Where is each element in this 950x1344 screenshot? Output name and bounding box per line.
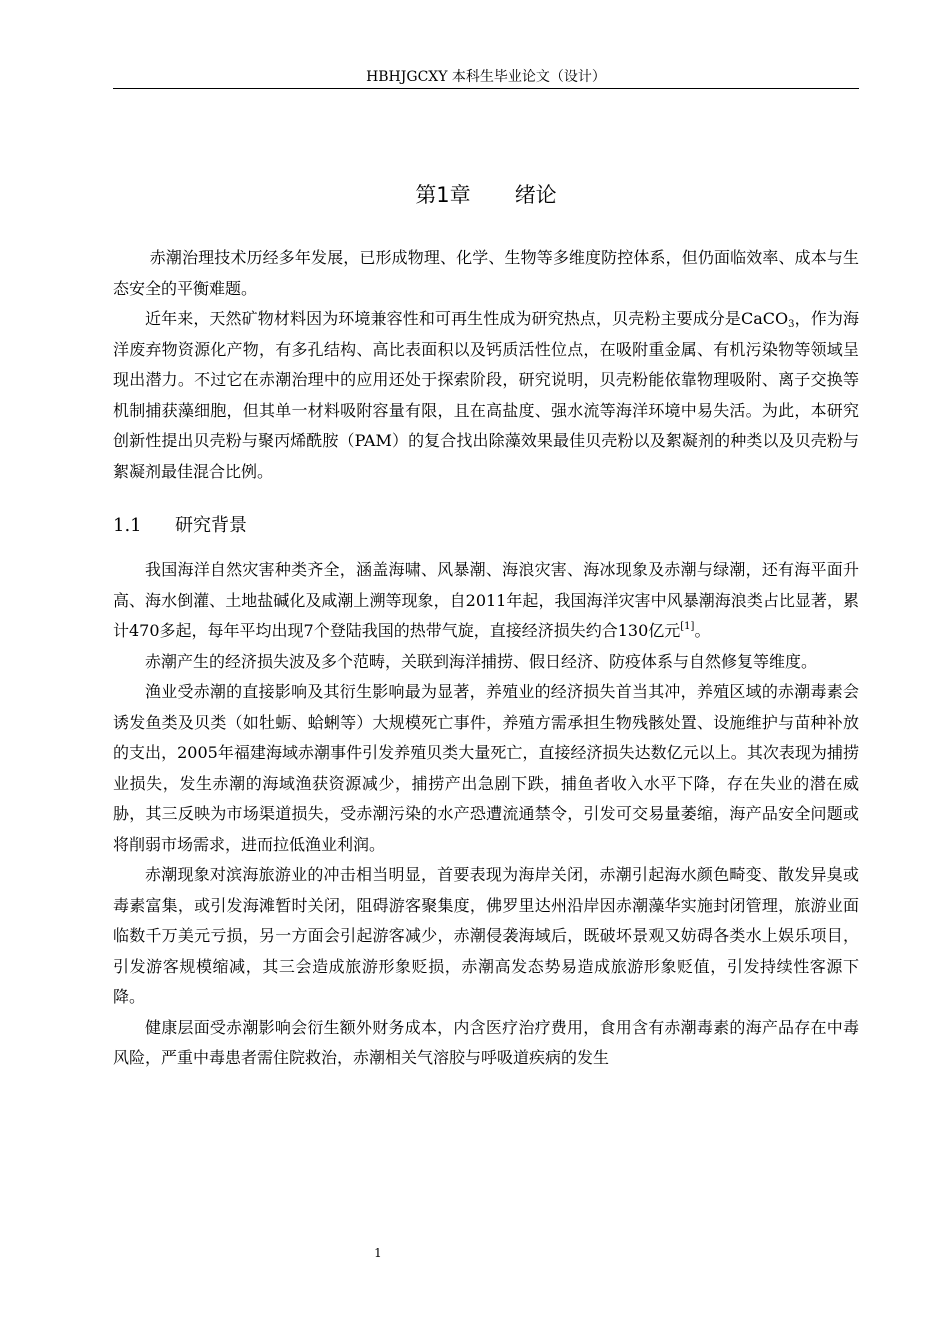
intro-paragraph-2-text-b: ，作为海洋废弃物资源化产物，有多孔结构、高比表面积以及钙质活性位点，在吸附重金属、有机污染物等领域呈现出潜力。不过它在赤潮治理中的应用还处于探索阶段，研究说明，贝壳粉能依靠物理吸附、离子交换等机制捕获藻细胞，但其单一材料吸附容量有限，且在高盐度、强水流等海洋环境中易失活。为此，本研究创新性提出贝壳粉与聚丙烯酰胺（PAM）的复合找出除藻效果最佳贝壳粉以及絮凝剂的种类以及贝壳粉与絮凝剂最佳混合比例。 xyxy=(113,309,859,481)
citation-ref-1: [1] xyxy=(680,621,695,632)
chapter-heading xyxy=(113,180,859,210)
body-text xyxy=(113,243,859,1074)
section-number: 1.1 xyxy=(113,515,142,536)
chapter-number: 第1章 xyxy=(415,183,471,207)
intro-paragraph-2 xyxy=(113,304,859,487)
background-paragraph-5: 健康层面受赤潮影响会衍生额外财务成本，内含医疗治疗费用，食用含有赤潮毒素的海产品存在中毒风险，严重中毒患者需住院救治，赤潮相关气溶胶与呼吸道疾病的发生 xyxy=(113,1017,859,1067)
intro-paragraph-2-text-a: 近年来，天然矿物材料因为环境兼容性和可再生性成为研究热点，贝壳粉主要成分是CaCO xyxy=(145,309,789,328)
background-paragraph-2: 赤潮产生的经济损失波及多个范畴，关联到海洋捕捞、假日经济、防疫体系与自然修复等维度。 xyxy=(145,651,818,671)
background-paragraph-4: 赤潮现象对滨海旅游业的冲击相当明显，首要表现为海岸关闭，赤潮引起海水颜色畸变、散发异臭或毒素富集，或引发海滩暂时关闭，阻碍游客聚集度，佛罗里达州沿岸因赤潮藻华实施封闭管理，旅游业面临数千万美元亏损，另一方面会引起游客减少，赤潮侵袭海域后，既破坏景观又妨碍各类水上娱乐项目，引发游客规模缩减，其三会造成旅游形象贬损，赤潮高发态势易造成旅游形象贬值，引发持续性客源下降。 xyxy=(113,865,859,1006)
background-paragraph-1-text-a: 我国海洋自然灾害种类齐全，涵盖海啸、风暴潮、海浪灾害、海冰现象及赤潮与绿潮，还有海平面升高、海水倒灌、土地盐碱化及咸潮上溯等现象，自2011年起，我国海洋灾害中风暴潮海浪类占比显著，累计470多起，每年平均出现7个登陆我国的热带气旋，直接经济损失约合130亿元 xyxy=(113,560,859,640)
background-paragraph-1 xyxy=(113,555,859,647)
caco3-subscript: 3 xyxy=(788,319,795,330)
background-paragraph-1-text-b: 。 xyxy=(694,621,711,640)
running-header: HBHJGCXY 本科生毕业论文（设计） xyxy=(113,66,859,89)
background-paragraph-3: 渔业受赤潮的直接影响及其衍生影响最为显著，养殖业的经济损失首当其冲，养殖区域的赤潮毒素会诱发鱼类及贝类（如牡蛎、蛤蜊等）大规模死亡事件，养殖方需承担生物残骸处置、设施维护与苗种补放的支出，2005年福建海域赤潮事件引发养殖贝类大量死亡，直接经济损失达数亿元以上。其次表现为捕捞业损失，发生赤潮的海域渔获资源减少，捕捞产出急剧下跌，捕鱼者收入水平下降，存在失业的潜在威胁，其三反映为市场渠道损失，受赤潮污染的水产恐遭流通禁令，引发可交易量萎缩，海产品安全问题或将削弱市场需求，进而拉低渔业利润。 xyxy=(113,682,859,854)
intro-paragraph-1: 赤潮治理技术历经多年发展，已形成物理、化学、生物等多维度防控体系，但仍面临效率、成本与生态安全的平衡难题。 xyxy=(113,248,859,298)
section-heading-1-1 xyxy=(113,511,859,541)
chapter-title: 绪论 xyxy=(514,183,557,207)
section-title: 研究背景 xyxy=(175,515,247,536)
page-number: 1 xyxy=(374,1246,382,1260)
